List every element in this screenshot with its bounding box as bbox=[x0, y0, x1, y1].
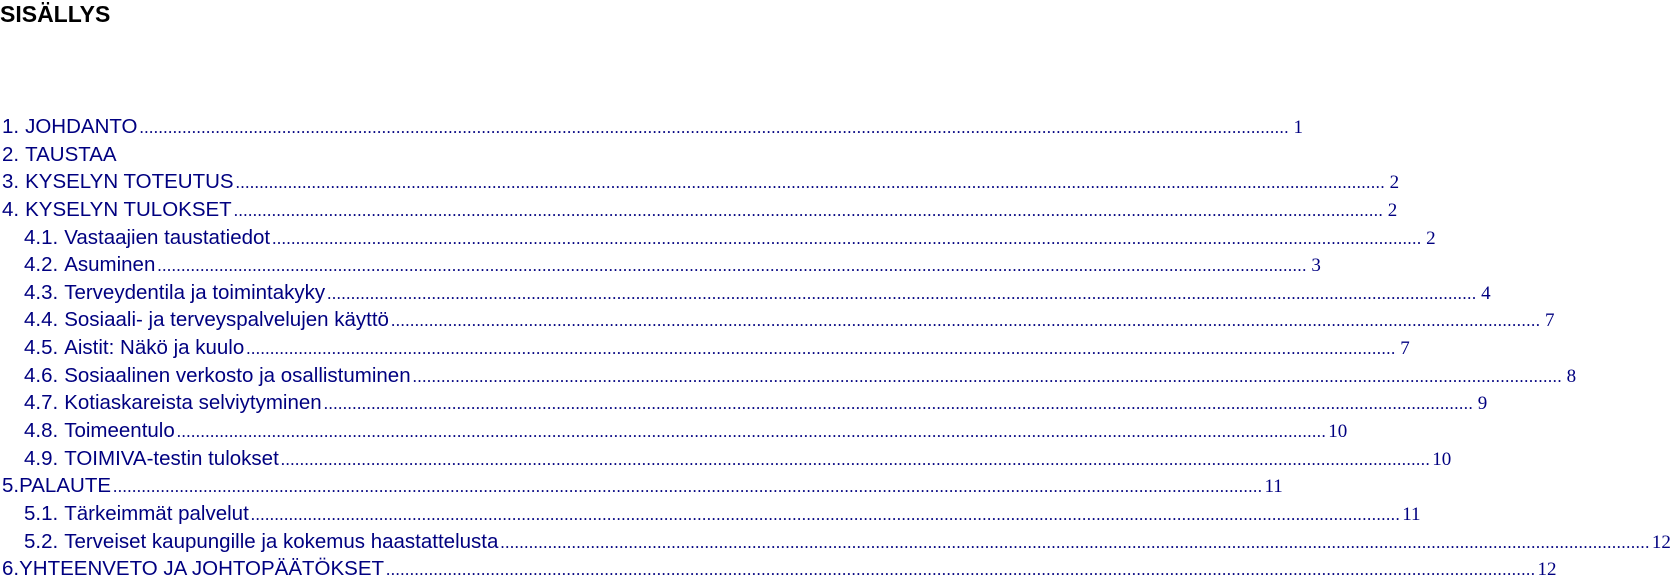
toc-dot-leader bbox=[140, 114, 1290, 142]
toc-entry-number: 3. bbox=[2, 170, 20, 194]
toc-entry[interactable] bbox=[2, 500, 1421, 528]
toc-entry-page-number: 7 bbox=[1544, 310, 1555, 332]
toc-entry-page-number: 10 bbox=[1432, 448, 1452, 470]
toc-entry-label: Kotiaskareista selviytyminen bbox=[64, 391, 322, 415]
toc-entry-label: Toimeentulo bbox=[64, 419, 175, 443]
toc-entry-page-number: 9 bbox=[1477, 393, 1488, 415]
toc-entry-page-number: 12 bbox=[1651, 531, 1671, 553]
toc-entry-page-number: 1 bbox=[1293, 117, 1303, 138]
toc-dot-leader bbox=[157, 252, 1307, 280]
toc-entry[interactable] bbox=[2, 362, 1577, 390]
toc-dot-leader bbox=[236, 169, 1386, 197]
page-title: SISÄLLYS bbox=[0, 1, 111, 27]
toc-entry-page-number: 12 bbox=[1537, 559, 1557, 581]
toc-entry-label: KYSELYN TOTEUTUS bbox=[25, 170, 234, 194]
toc-entry[interactable] bbox=[2, 279, 1491, 307]
toc-entry-label: Terveydentila ja toimintakyky bbox=[64, 280, 326, 304]
toc-entry-number: 2. bbox=[2, 142, 20, 166]
toc-entry-number: 5.2. bbox=[24, 529, 59, 553]
toc-dot-leader bbox=[234, 197, 1384, 225]
toc-entry-label: PALAUTE bbox=[19, 474, 112, 498]
table-of-contents bbox=[2, 113, 1671, 583]
toc-dot-leader bbox=[113, 473, 1263, 501]
toc-entry-label: Sosiaalinen verkosto ja osallistuminen bbox=[64, 363, 411, 387]
toc-entry-label: TAUSTAA bbox=[25, 142, 117, 166]
toc-dot-leader bbox=[246, 335, 1396, 363]
toc-entry-label: JOHDANTO bbox=[25, 115, 138, 138]
toc-entry-page-number: 2 bbox=[1389, 172, 1400, 194]
toc-entry-page-number: 4 bbox=[1481, 282, 1491, 304]
toc-entry[interactable] bbox=[2, 417, 1348, 445]
toc-entry-number: 4.6. bbox=[24, 363, 59, 387]
toc-entry-page-number: 2 bbox=[1426, 227, 1436, 249]
toc-entry-number: 4.1. bbox=[24, 225, 59, 249]
toc-entry-number: 4.5. bbox=[24, 336, 59, 360]
toc-entry-number: 4.4. bbox=[24, 308, 59, 332]
toc-entry-label: Tärkeimmät palvelut bbox=[64, 501, 249, 525]
toc-entry-number: 6. bbox=[2, 557, 20, 581]
toc-entry[interactable] bbox=[2, 555, 1557, 583]
toc-entry[interactable] bbox=[2, 445, 1452, 473]
toc-entry-page-number: 11 bbox=[1264, 476, 1283, 498]
toc-entry-page-number: 10 bbox=[1328, 421, 1348, 443]
toc-dot-leader bbox=[500, 529, 1650, 557]
toc-entry-label: Terveiset kaupungille ja kokemus haastattelusta bbox=[64, 529, 499, 553]
toc-entry-page-number: 8 bbox=[1566, 365, 1577, 387]
toc-entry-number: 4.7. bbox=[24, 391, 59, 415]
toc-dot-leader bbox=[272, 225, 1422, 253]
toc-entry-number: 4.9. bbox=[24, 446, 59, 470]
toc-entry-number: 4.8. bbox=[24, 419, 59, 443]
toc-entry-number: 4.2. bbox=[24, 253, 59, 277]
toc-entry[interactable] bbox=[2, 251, 1321, 279]
toc-entry-label: TOIMIVA-testin tulokset bbox=[64, 446, 279, 470]
toc-entry-label: YHTEENVETO JA JOHTOPÄÄTÖKSET bbox=[19, 557, 385, 581]
toc-entry-label: Sosiaali- ja terveyspalvelujen käyttö bbox=[64, 308, 389, 332]
toc-dot-leader bbox=[324, 390, 1474, 418]
toc-dot-leader bbox=[281, 446, 1431, 474]
toc-dot-leader bbox=[177, 418, 1327, 446]
toc-dot-leader bbox=[391, 307, 1541, 335]
toc-entry[interactable] bbox=[2, 528, 1671, 556]
toc-entry[interactable] bbox=[2, 224, 1436, 252]
toc-entry[interactable] bbox=[2, 306, 1555, 334]
toc-entry-label: KYSELYN TULOKSET bbox=[25, 197, 232, 221]
toc-entry-number: 4. bbox=[2, 197, 20, 221]
toc-entry[interactable] bbox=[2, 168, 1400, 196]
toc-entry[interactable] bbox=[2, 113, 1303, 141]
toc-entry-label: Vastaajien taustatiedot bbox=[64, 225, 271, 249]
toc-entry-label: Aistit: Näkö ja kuulo bbox=[64, 336, 245, 360]
toc-entry-page-number: 11 bbox=[1402, 503, 1421, 525]
toc-entry[interactable] bbox=[2, 141, 964, 169]
toc-entry-label: Asuminen bbox=[64, 253, 156, 277]
toc-entry[interactable] bbox=[2, 389, 1488, 417]
toc-entry-number: 5.1. bbox=[24, 501, 59, 525]
toc-dot-leader bbox=[386, 556, 1536, 584]
toc-entry-page-number: 3 bbox=[1311, 255, 1321, 277]
toc-dot-leader bbox=[327, 280, 1477, 308]
toc-entry-number: 5. bbox=[2, 474, 20, 498]
toc-entry[interactable] bbox=[2, 472, 1283, 500]
toc-entry-page-number: 2 bbox=[1387, 199, 1398, 221]
toc-dot-leader bbox=[251, 501, 1401, 529]
toc-entry-page-number: 7 bbox=[1400, 338, 1410, 360]
toc-entry[interactable] bbox=[2, 334, 1410, 362]
toc-entry-number: 4.3. bbox=[24, 280, 59, 304]
toc-entry[interactable] bbox=[2, 196, 1398, 224]
toc-entry-number: 1. bbox=[2, 115, 20, 138]
toc-dot-leader bbox=[413, 363, 1563, 391]
